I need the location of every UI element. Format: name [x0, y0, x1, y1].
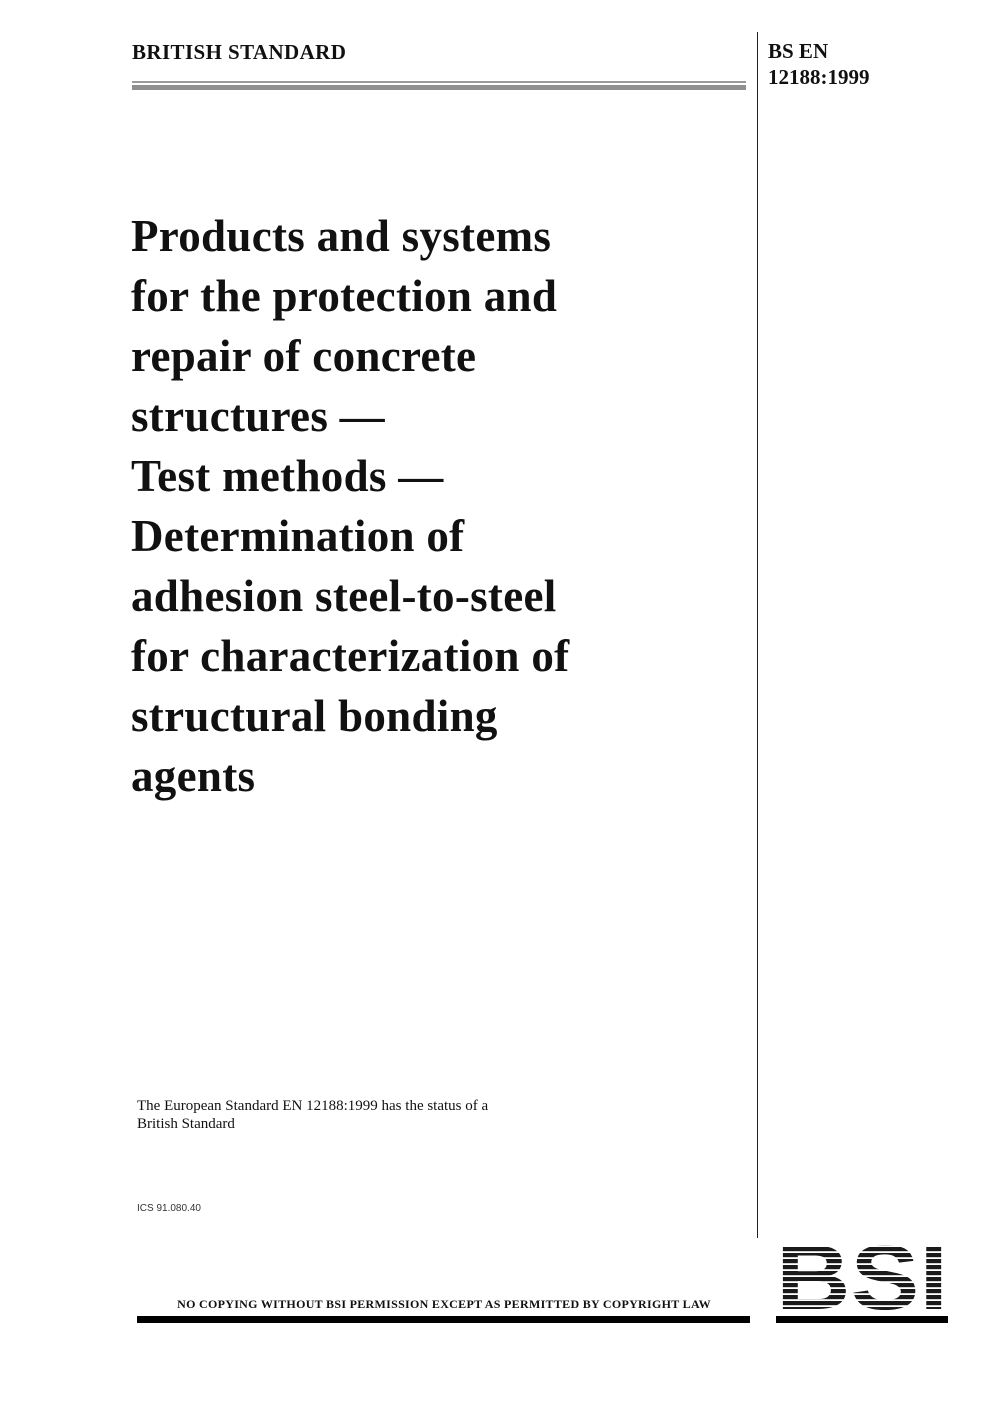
bsi-logo: [776, 1241, 948, 1313]
title-line: Determination of: [131, 511, 465, 561]
title-line: structural bonding: [131, 691, 498, 741]
vertical-rule: [757, 32, 758, 1238]
title-line: Products and systems: [131, 211, 552, 261]
header-label: BRITISH STANDARD: [132, 40, 347, 64]
ics-code: ICS 91.080.40: [137, 1203, 201, 1214]
document-code-number: 12188:1999: [768, 65, 870, 89]
document-code: [768, 38, 870, 90]
title-line: structures —: [131, 391, 385, 441]
document-title: [131, 206, 731, 806]
title-line: for the protection and: [131, 271, 558, 321]
copyright-notice: NO COPYING WITHOUT BSI PERMISSION EXCEPT AS PERMITTED BY COPYRIGHT LAW: [177, 1297, 711, 1311]
title-line: agents: [131, 751, 256, 801]
title-line: adhesion steel-to-steel: [131, 571, 557, 621]
status-note-line: The European Standard EN 12188:1999 has the status of a: [137, 1098, 489, 1114]
document-code-prefix: BS EN: [768, 39, 829, 63]
title-line: for characterization of: [131, 631, 570, 681]
bottom-rule: [137, 1316, 750, 1323]
bottom-rule-logo: [776, 1316, 948, 1323]
status-note: [137, 1097, 577, 1133]
status-note-line: British Standard: [137, 1116, 235, 1132]
title-line: repair of concrete: [131, 331, 477, 381]
bsi-logo-text: BSI: [776, 1241, 948, 1313]
title-line: Test methods —: [131, 451, 444, 501]
header-rule: [132, 81, 746, 90]
